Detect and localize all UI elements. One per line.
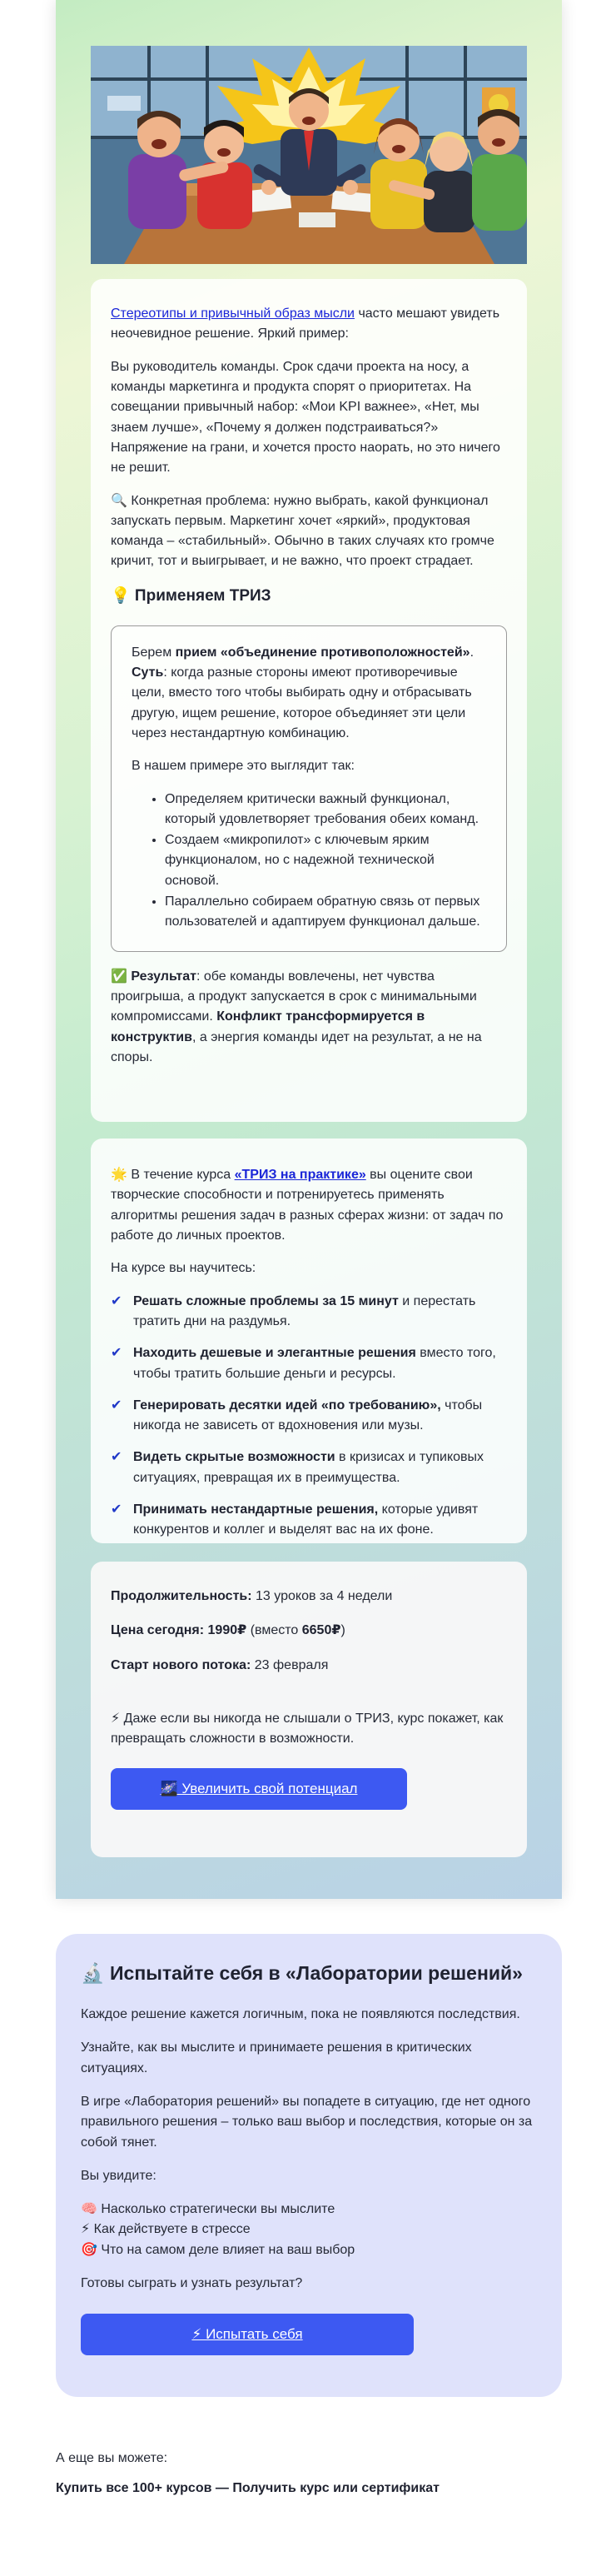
extra-lead: А еще вы можете: <box>56 2451 168 2465</box>
intro-lead <box>111 304 507 345</box>
benefit-rest: в кризисах и тупиковых ситуациях, превращая их в преимущества. <box>133 1450 484 1485</box>
course-lead <box>111 1165 507 1246</box>
benefit-rest: чтобы никогда не зависеть от вдохновения или музы. <box>133 1398 483 1433</box>
checkmark-icon: ✔ <box>111 1398 122 1413</box>
list-item: ⚡ Как действуете в стрессе <box>81 2222 251 2237</box>
benefit-bold: Видеть скрытые возможности <box>133 1450 335 1465</box>
benefit-text <box>133 1343 507 1384</box>
benefit-rest: и перестать тратить дни на раздумья. <box>133 1293 476 1328</box>
course-card <box>91 1139 527 1543</box>
checkmark-icon: ✔ <box>111 1502 122 1517</box>
result-text-c: : обе команды вовлечены, нет чувства проигрыша, а продукт запускается в срок с минимальными компромиссами. <box>111 969 477 1024</box>
checkmark-icon: ✔ <box>111 1293 122 1308</box>
list-item: • Определяем критически важный функционал, который удовлетворяет требования обеих команд. <box>165 790 486 830</box>
lab-p5: Готовы сыграть и узнать результат? <box>81 2276 303 2291</box>
benefit-bold: Решать сложные проблемы за 15 минут <box>133 1293 399 1308</box>
benefit-rest: которые удивят конкурентов и коллег и выделят вас на их фоне. <box>133 1502 479 1537</box>
duration-label: Продолжительность: <box>111 1589 252 1603</box>
benefit-text <box>133 1447 507 1488</box>
problem-text: 🔍 Конкретная проблема: нужно выбрать, какой функционал запускать первым. Маркетинг хочет «яркий», продуктовая команда – «стабильный». Обычно в таких случаях кто громче кричит, тот и выигрывает, и не важно, что проект страдает. <box>111 493 494 569</box>
story-text: Вы руководитель команды. Срок сдачи проекта на носу, а команды маркетинга и продукта спорят о приоритетах. На совещании привычный набор: «Мои KPI важнее», «Нет, мы знаем лучше», «Почему я должен подстраиваться?» Напряжение на грани, и хочется просто наорать, но это ничего не решит. <box>111 359 500 476</box>
result-highlight: Конфликт трансформируется в конструктив <box>111 1009 425 1044</box>
extra-links-line[interactable]: Купить все 100+ курсов — Получить курс или сертификат <box>56 2481 440 2496</box>
benefit-item <box>111 1500 507 1541</box>
benefit-bold: Находить дешевые и элегантные решения <box>133 1346 416 1361</box>
course-lead-a: 🌟 В течение курса <box>111 1168 235 1182</box>
steps-list <box>132 790 486 933</box>
old-price: 6650₽ <box>301 1623 341 1638</box>
benefit-rest: вместо того, чтобы тратить большие деньги и ресурсы. <box>133 1346 496 1381</box>
benefit-item <box>111 1292 507 1333</box>
benefit-text <box>133 1500 507 1541</box>
method-box <box>111 625 507 952</box>
try-yourself-button[interactable]: ⚡ Испытать себя <box>81 2314 414 2355</box>
benefit-item <box>111 1396 507 1437</box>
hero-image-meeting-conflict <box>91 46 527 264</box>
lab-title: 🔬 Испытайте себя в «Лаборатории решений» <box>81 1962 523 1984</box>
check-emoji-icon: ✅ <box>111 969 132 984</box>
checkmark-icon: ✔ <box>111 1450 122 1465</box>
price-line <box>111 1621 507 1641</box>
benefit-text <box>133 1396 507 1437</box>
lab-points <box>81 2200 537 2260</box>
benefit-text <box>133 1292 507 1333</box>
intro-lead-rest: часто мешают увидеть неочевидное решение. Яркий пример: <box>111 306 500 341</box>
increase-potential-button[interactable]: 🌌 Увеличить свой потенциал <box>111 1768 407 1810</box>
example-lead: В нашем примере это выглядит так: <box>132 759 355 774</box>
start-label: Старт нового потока: <box>111 1657 251 1672</box>
start-line <box>111 1656 507 1676</box>
list-item: 🎯 Что на самом деле влияет на ваш выбор <box>81 2242 355 2257</box>
list-item: 🧠 Насколько стратегически вы мыслите <box>81 2202 335 2217</box>
method-name: прием «объединение противоположностей» <box>175 645 470 660</box>
offer-card <box>91 1562 527 1857</box>
method-description <box>132 643 486 745</box>
benefit-bold: Принимать нестандартные решения, <box>133 1502 379 1517</box>
method-text-a: Берем <box>132 645 176 660</box>
duration-line <box>111 1587 507 1607</box>
checkmark-icon: ✔ <box>111 1346 122 1361</box>
benefit-bold: Генерировать десятки идей «по требованию», <box>133 1398 441 1413</box>
result-text <box>111 967 507 1069</box>
lab-p2: Узнайте, как вы мыслите и принимаете решения в критических ситуациях. <box>81 2040 472 2075</box>
result-label: Результат <box>131 969 196 984</box>
price-mid: (вместо <box>246 1623 302 1638</box>
lab-p4: Вы увидите: <box>81 2168 156 2183</box>
method-text-c: . <box>469 645 474 660</box>
benefit-item <box>111 1447 507 1488</box>
list-item: • Параллельно собираем обратную связь от первых пользователей и адаптируем функционал дальше. <box>165 892 486 933</box>
course-lead-c: вы оцените свои творческие способности и потренируетесь применять алгоритмы решения задач в разных сферах жизни: от задач по работе до личных проектов. <box>111 1168 504 1243</box>
newsletter-body <box>56 0 562 1899</box>
essence-text: : когда разные стороны имеют противоречивые цели, вместо того чтобы выбирать одну и отбрасывать другую, ищем решение, которое объединяет эти цели через нестандартную комбинацию. <box>132 665 472 740</box>
extra-section <box>56 2449 562 2496</box>
benefit-item <box>111 1343 507 1384</box>
lab-p1: Каждое решение кажется логичным, пока не появляются последствия. <box>81 2006 520 2021</box>
meeting-illustration-icon <box>91 46 527 264</box>
course-link[interactable]: «ТРИЗ на практике» <box>234 1168 366 1182</box>
lab-p3: В игре «Лаборатория решений» вы попадете в ситуацию, где нет одного правильного решения – только ваш выбор и последствия, которые он за собой тянет. <box>81 2094 533 2150</box>
price-end: ) <box>340 1623 345 1638</box>
offer-note: ⚡ Даже если вы никогда не слышали о ТРИЗ, курс покажет, как превращать сложности в возможности. <box>111 1711 504 1746</box>
decision-lab-block <box>56 1934 562 2397</box>
duration-value: 13 уроков за 4 недели <box>251 1589 393 1603</box>
story-card <box>91 279 527 1122</box>
result-text-e: , а энергия команды идет на результат, а не на споры. <box>111 1029 482 1064</box>
triz-heading: 💡 Применяем ТРИЗ <box>111 586 271 605</box>
essence-label: Суть <box>132 665 164 680</box>
price-label: Цена сегодня: 1990₽ <box>111 1623 247 1638</box>
list-item: • Создаем «микропилот» с ключевым ярким функционалом, но с надежной технической основой. <box>165 830 486 891</box>
learn-heading: На курсе вы научитесь: <box>111 1261 256 1276</box>
stereotypes-link[interactable]: Стереотипы и привычный образ мысли <box>111 306 355 321</box>
start-value: 23 февраля <box>251 1657 329 1672</box>
